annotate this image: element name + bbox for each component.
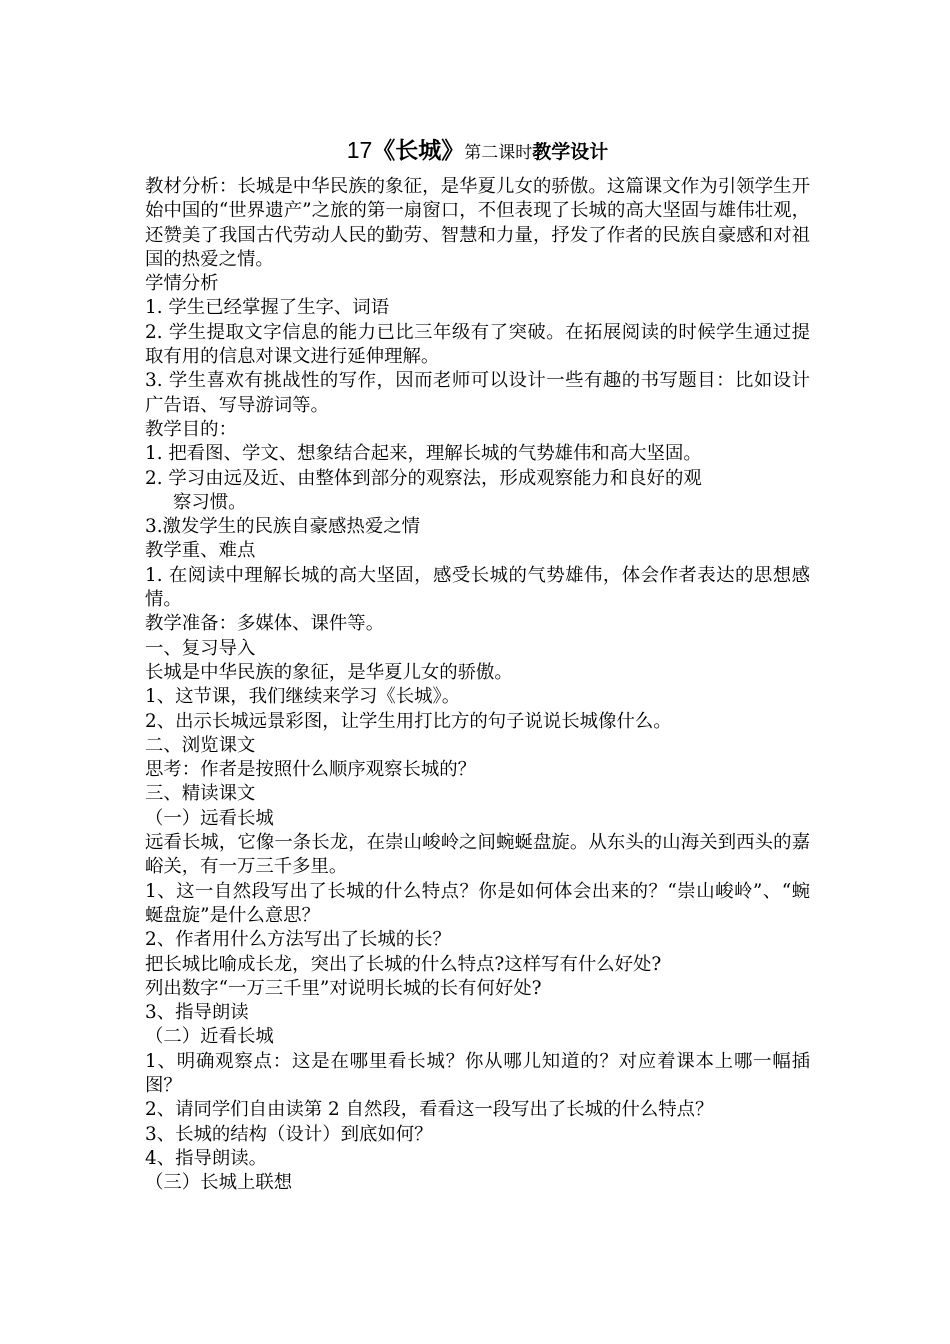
document-title — [145, 133, 810, 167]
section-heading: 教学重、难点 — [145, 540, 256, 562]
subsection-heading: （三）长城上联想 — [145, 1172, 293, 1194]
section-heading: 教学目的： — [145, 418, 237, 440]
list-item: 1. 把看图、学文、想象结合起来，理解长城的气势雄伟和高大坚固。 — [145, 443, 702, 465]
list-item: 2、作者用什么方法写出了长城的长？ — [145, 929, 451, 951]
subsection-heading: （二）近看长城 — [145, 1026, 274, 1048]
title-number: 17 — [346, 137, 373, 163]
title-main: 《长城》 — [372, 138, 465, 164]
title-bold: 教学设计 — [532, 141, 609, 163]
list-item: 1、这一自然段写出了长城的什么特点？你是如何体会出来的？“崇山峻岭”、“蜿蜒盘旋”是什么意思？ — [145, 880, 810, 926]
list-item: 1. 在阅读中理解长城的高大坚固，感受长城的气势雄伟，体会作者表达的思想感情。 — [145, 564, 810, 611]
list-item: 1、明确观察点：这是在哪里看长城？你从哪儿知道的？对应着课本上哪一幅插图？ — [145, 1050, 810, 1096]
section-heading: 二、浏览课文 — [145, 734, 256, 756]
section-heading: 学情分析 — [145, 273, 219, 295]
list-item: 3、长城的结构（设计）到底如何？ — [145, 1123, 433, 1145]
list-item-continuation: 察习惯。 — [173, 491, 247, 513]
section-heading: 三、精读课文 — [145, 783, 256, 805]
text-line: 列出数字“一万三千里”对说明长城的长有何好处? — [145, 977, 542, 999]
textbook-analysis: 教材分析：长城是中华民族的象征，是华夏儿女的骄傲。这篇课文作为引领学生开始中国的“世界遗产”之旅的第一扇窗口，不但表现了长城的高大坚固与雄伟壮观，还赞美了我国古代劳动人民的勤劳、智慧和力量，抒发了作者的民族自豪感和对祖国的热爱之情。 — [145, 176, 810, 270]
text-line: 把长城比喻成长龙，突出了长城的什么特点?这样写有什么好处? — [145, 953, 662, 975]
list-item: 3. 学生喜欢有挑战性的写作，因而老师可以设计一些有趣的书写题目：比如设计广告语、写导游词等。 — [145, 370, 810, 416]
list-item: 2、请同学们自由读第 2 自然段，看看这一段写出了长城的什么特点？ — [145, 1099, 714, 1121]
document-page — [145, 133, 810, 1195]
list-item: 1、这节课，我们继续来学习《长城》。 — [145, 686, 461, 708]
text-paragraph: 远看长城，它像一条长龙，在崇山峻岭之间蜿蜒盘旋。从东头的山海关到西头的嘉峪关，有一万三千多里。 — [145, 832, 810, 878]
list-item: 4、指导朗读。 — [145, 1147, 268, 1169]
list-item: 2. 学习由远及近、由整体到部分的观察法，形成观察能力和良好的观 — [145, 467, 702, 489]
list-item: 2、出示长城远景彩图，让学生用打比方的句子说说长城像什么。 — [145, 710, 672, 732]
list-item: 3.激发学生的民族自豪感热爱之情 — [145, 516, 421, 538]
text-line: 长城是中华民族的象征，是华夏儿女的骄傲。 — [145, 661, 513, 683]
subsection-heading: （一）远看长城 — [145, 807, 274, 829]
title-subtitle: 第二课时 — [464, 143, 533, 163]
section-heading: 一、复习导入 — [145, 637, 256, 659]
list-item: 3、指导朗读 — [145, 1002, 249, 1024]
section-heading: 教学准备：多媒体、课件等。 — [145, 613, 385, 635]
text-line: 思考：作者是按照什么顺序观察长城的？ — [145, 759, 477, 781]
list-item: 2. 学生提取文字信息的能力已比三年级有了突破。在拓展阅读的时候学生通过提取有用的信息对课文进行延伸理解。 — [145, 321, 810, 368]
list-item: 1. 学生已经掌握了生字、词语 — [145, 297, 390, 319]
